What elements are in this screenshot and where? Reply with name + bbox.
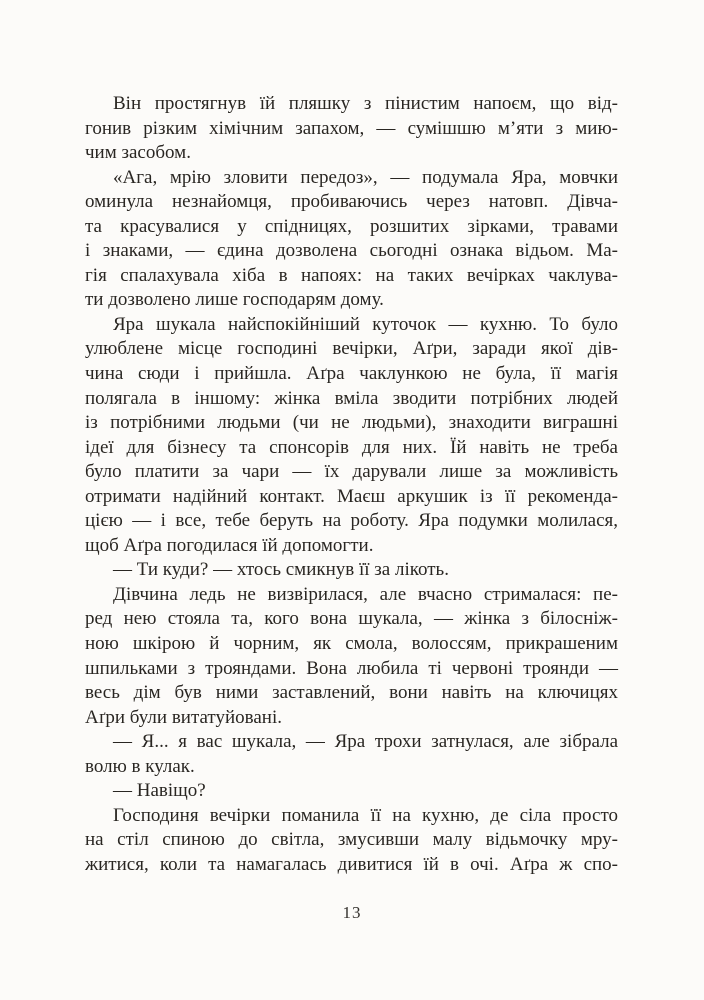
- text-line: полягала в іншому: жінка вміла зводити потрібних людей: [85, 387, 618, 409]
- text-line: — Ти куди? — хтось смикнув її за лікоть.: [113, 559, 449, 581]
- paragraph: [85, 583, 618, 730]
- text-line: житися, коли та намагалась дивитися їй в очі. Аґра ж спо-: [85, 853, 618, 875]
- page-number: 13: [342, 903, 362, 922]
- text-line: — Я... я вас шукала, — Яра трохи затнулася, але зібрала: [113, 731, 618, 753]
- paragraph: [85, 779, 618, 804]
- text-line: Яра шукала найспокійніший куточок — кухню. То було: [113, 313, 618, 335]
- text-line: ною шкірою й чорним, як смола, волоссям, прикрашеним: [85, 633, 618, 655]
- paragraph: [85, 92, 618, 166]
- text-line: гія спалахувала хіба в напоях: на таких вечірках чаклува-: [85, 264, 618, 286]
- text-line: оминула незнайомця, пробиваючись через натовп. Дівча-: [85, 191, 618, 213]
- text-line: Дівчина ледь не визвірилася, але вчасно стрималася: пе-: [113, 583, 618, 605]
- paragraph: [85, 804, 618, 878]
- text-line: щоб Аґра погодилася їй допомогти.: [85, 534, 374, 556]
- paragraph: [85, 166, 618, 313]
- text-line: «Ага, мрію зловити передоз», — подумала Яра, мовчки: [113, 166, 618, 188]
- text-line: чим засобом.: [85, 142, 191, 164]
- text-line: весь дім був ними заставлений, вони навіть на ключицях: [85, 682, 618, 704]
- text-line: із потрібними людьми (чи не людьми), знаходити виграшні: [85, 412, 618, 434]
- text-line: та красувалися у спідницях, розшитих зірками, травами: [85, 215, 618, 237]
- text-line: волю в кулак.: [85, 755, 195, 777]
- text-line: Він простягнув їй пляшку з пінистим напоєм, що від-: [113, 93, 618, 114]
- text-line: гонив різким хімічним запахом, — сумішшю м’яти з мию-: [85, 117, 618, 139]
- text-line: улюблене місце господині вечірки, Аґри, заради якої дів-: [85, 338, 618, 360]
- text-line: ти дозволено лише господарям дому.: [85, 289, 384, 311]
- text-line: — Навіщо?: [113, 780, 206, 802]
- text-line: і знаками, — єдина дозволена сьогодні ознака відьом. Ма-: [85, 240, 618, 262]
- text-line: ред нею стояла та, кого вона шукала, — жінка з білосніж-: [85, 608, 618, 630]
- text-line: було платити за чари — їх дарували лише за можливість: [85, 461, 618, 483]
- text-line: шпильками з трояндами. Вона любила ті червоні троянди —: [85, 657, 618, 679]
- text-line: цією — і все, тебе беруть на роботу. Яра подумки молилася,: [85, 510, 618, 532]
- text-line: Аґри були витатуйовані.: [85, 706, 283, 728]
- text-line: на стіл спиною до світла, змусивши малу відьмочку мру-: [85, 829, 618, 851]
- paragraph: [85, 313, 618, 558]
- paragraph: [85, 730, 618, 779]
- text-line: отримати надійний контакт. Маєш аркушик із її рекоменда-: [85, 485, 618, 507]
- text-line: ідеї для бізнесу та спонсорів для них. Їй навіть не треба: [85, 436, 618, 458]
- text-block: [85, 92, 618, 878]
- paragraph: [85, 558, 618, 583]
- text-line: Господиня вечірки поманила її на кухню, де сіла просто: [113, 804, 618, 826]
- text-line: чина сюди і прийшла. Аґра чаклункою не була, її магія: [85, 363, 618, 385]
